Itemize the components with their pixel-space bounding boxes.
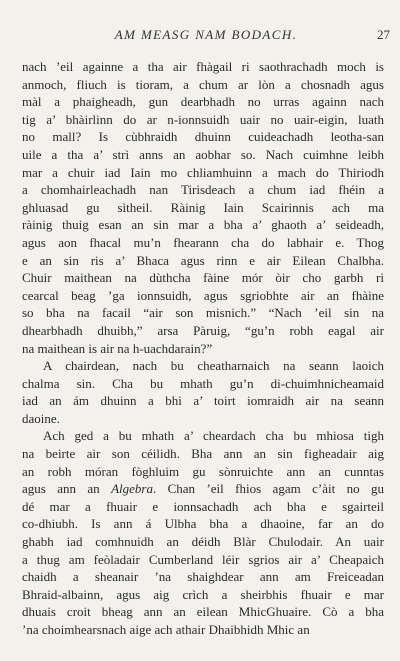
text-line: uile a tha a’ strì anns an aobhar so. Nach cuimhne leibh [22,146,384,162]
text-line: ghabh iad comhnuidh an déidh Blàr Chulodair. An uair [22,534,384,550]
text-line: anmoch, fliuch is tioram, a chum ar lòn a chosnadh agus [22,76,384,92]
text-line: A chairdean, nach bu cheatharnaich na seann laoich [43,358,384,374]
text-line: chaidh a sheanair ’na shaighdear ann am Freiceadan [22,569,384,585]
text-line: e an sin ris a’ Bhaca agus rinn e air Eilean Chalbha. [22,252,384,268]
text-line: dhuais croit bheag ann an eilean MhicGhuaire. Cò a bha [22,604,384,620]
text-line: ghluasad gu sìtheil. Ràinig Iain Scairinnis ach ma [22,199,384,215]
text-line: dé mar a fhuair e ionnsachadh ach bha e sgairteil [22,498,384,514]
text-line: Bhraid-albainn, agus aig crìch a sheirbhis fhuair e mar [22,586,384,602]
text-line: mar a chuir iad Iain mo chliamhuinn a mach do Thiriodh [22,164,384,180]
text-line: dhearbhadh dhuibh,” arsa Pàruig, “gu’n robh eagal air [22,322,384,338]
page-number: 27 [377,27,390,42]
running-head-title: AM MEASG NAM BODACH. [114,27,298,42]
running-head [22,27,390,43]
text-line: a thug am feòladair Cumberland léir sgrios air a’ Cheapaich [22,551,384,567]
text-line: màl a phaigheadh, gun dearbhadh no urras againn nach [22,94,384,110]
text-line: co-dhiubh. Is ann á Ulbha bha a dhaoine, far an do [22,516,384,532]
text-line: agus ann an Algebra. Chan ’eil fhios agam c’àit no gu [22,481,384,497]
text-line: Chuir maithean na dùthcha fàine mór òir cho garbh ri [22,270,384,286]
text-line: nach ’eil againne a tha air fhàgail ri saothrachadh moch is [22,59,384,74]
text-line: ’na choimhearsnach aige ach athair Dhaibhidh Mhic an [22,622,310,637]
text-line: chalma sin. Cha bu mhath gu’n di-chuimhnicheamaid [22,375,384,391]
text-line: iad an ám dhuinn a bhi a’ toirt iomraidh air na seann [22,393,384,409]
text-line: ràinig thuig esan an sin mar a bha a’ ghaoth a’ seideadh, [22,217,384,233]
text-line: a chomhairleachadh nan Tirisdeach a chum iad fhéin a [22,182,384,198]
text-line: na maithean is air na h-uachdarain?” [22,340,213,356]
body-text [22,58,384,639]
paragraph-1 [22,58,384,357]
text-line: daoine. [22,410,60,426]
text-line: so bha na facail “air son misnich.” “Nach ’eil sin na [22,305,384,321]
paragraph-2 [22,357,384,427]
text-line: tig a’ bhàirlinn do ar n-ionnsuidh uair no uair-eigin, luath [22,111,384,127]
text-line: agus aon fhacal mu’n fhearann cha do labhair e. Thog [22,234,384,250]
text-line: no mall? Is cùbhraidh dhuinn cuideachadh leotha-san [22,129,384,145]
paragraph-3 [22,427,384,638]
text-line: cearcal beag ’ga ionnsuidh, agus sgriobhte air an fhàine [22,287,384,303]
text-line: an robh móran fòghluim gu sònruichte ann an cunntas [22,463,384,479]
text-line: na beirte air son céilidh. Bha ann an sin figheadair aig [22,446,384,462]
text-line: Ach ged a bu mhath a’ cheardach cha bu mhiosa tigh [43,428,384,444]
